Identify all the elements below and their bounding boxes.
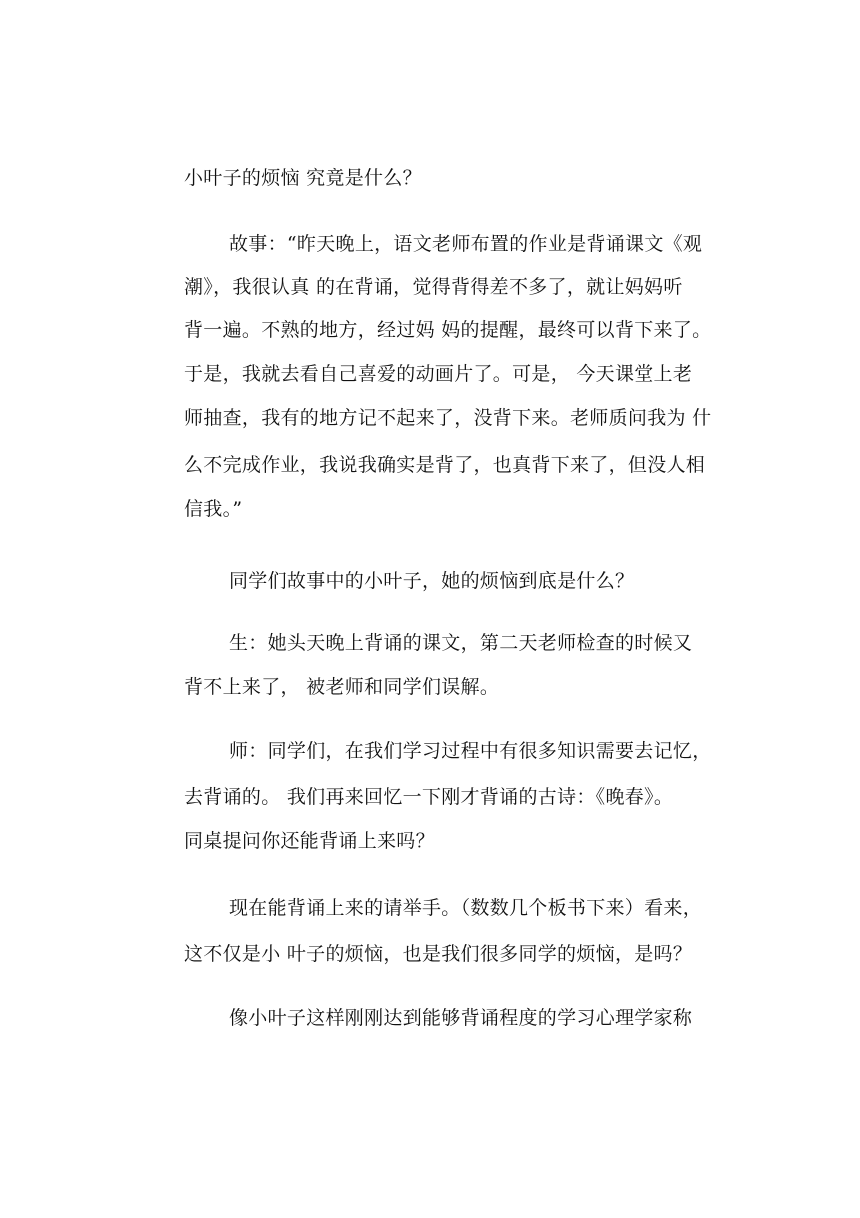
story-line-3: 背一遍。不熟的地方，经过妈 妈的提醒，最终可以背下来了。 [184,319,712,341]
teacher-line-2: 去背诵的。 我们再来回忆一下刚才背诵的古诗：《晚春》。 [184,786,674,808]
story-line-1: 故事：“昨天晚上，语文老师布置的作业是背诵课文《观 [229,233,703,255]
story-line-7: 信我。” [184,498,243,520]
hands-line-1: 现在能背诵上来的请举手。（数数几个板书下来）看来， [229,897,703,919]
story-line-2: 潮》，我很认真 的在背诵，觉得背得差不多了，就让妈妈听 [184,276,683,298]
hands-line-2: 这不仅是小 叶子的烦恼，也是我们很多同学的烦恼，是吗？ [184,943,693,965]
student-line-2: 背不上来了， 被老师和同学们误解。 [184,676,500,698]
story-line-6: 么不完成作业，我说我确实是背了，也真背下来了，但没人相 [184,454,706,476]
story-line-5: 师抽查，我有的地方记不起来了，没背下来。老师质问我为 什 [184,407,712,429]
teacher-line-3: 同桌提问你还能背诵上来吗？ [184,830,435,852]
heading-line: 小叶子的烦恼 究竟是什么？ [184,167,422,189]
story-line-4: 于是，我就去看自己喜爱的动画片了。可是， 今天课堂上老 [184,363,693,385]
question-line: 同学们故事中的小叶子，她的烦恼到底是什么？ [229,570,635,592]
student-line-1: 生：她头天晚上背诵的课文，第二天老师检查的时候又 [229,632,693,654]
teacher-line-1: 师：同学们，在我们学习过程中有很多知识需要去记忆， [229,740,712,762]
closing-line: 像小叶子这样刚刚达到能够背诵程度的学习心理学家称 [229,1007,693,1029]
